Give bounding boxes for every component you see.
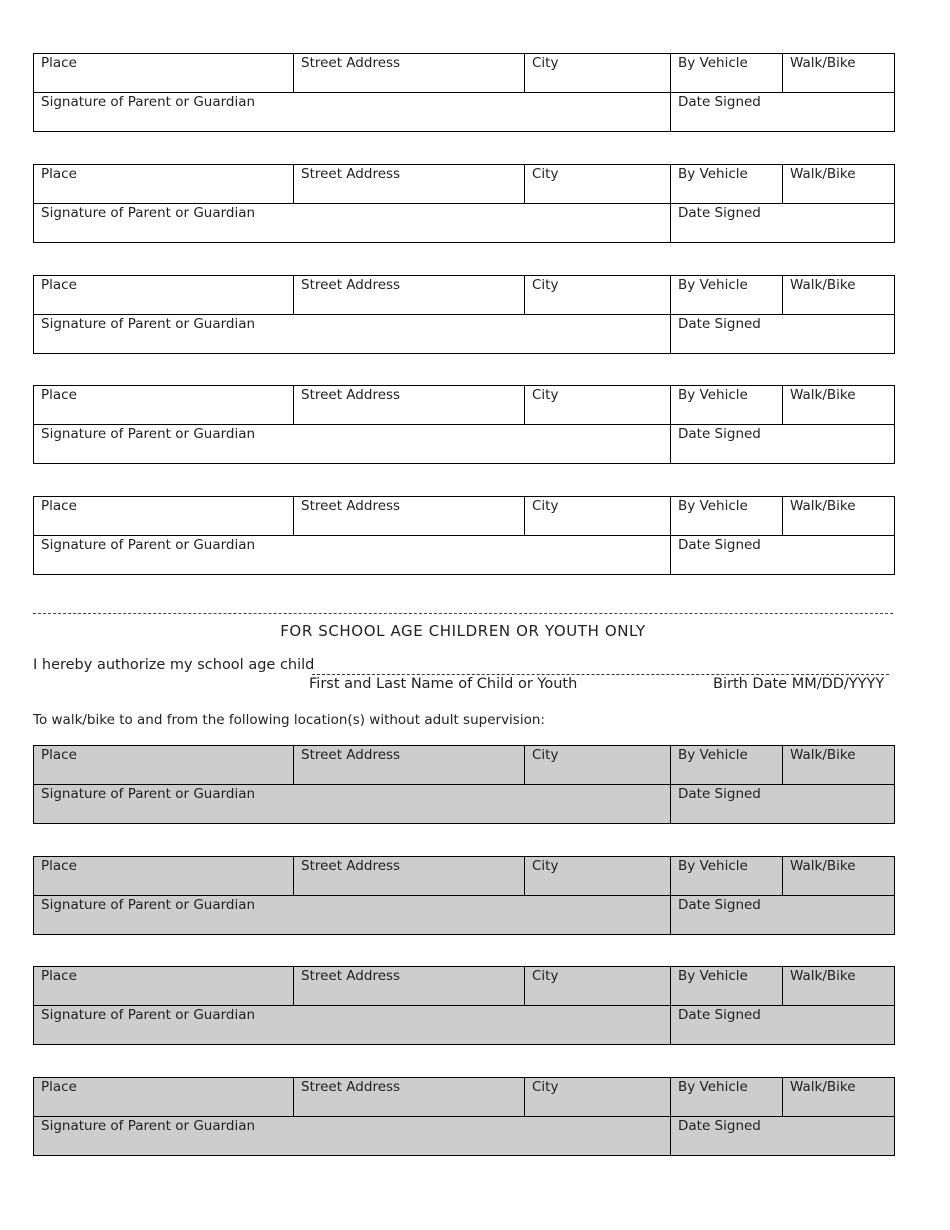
walk-bike-field[interactable]: Walk/Bike (790, 858, 856, 874)
date-signed-field[interactable]: Date Signed (678, 426, 761, 442)
by-vehicle-field[interactable]: By Vehicle (671, 276, 783, 314)
place-field[interactable]: Place (34, 165, 294, 203)
date-signed-field[interactable]: Date Signed (678, 537, 761, 553)
by-vehicle-field[interactable]: By Vehicle (671, 165, 783, 203)
date-signed-field[interactable]: Date Signed (678, 205, 761, 221)
walk-bike-field[interactable]: Walk/Bike (790, 55, 856, 71)
signature-field[interactable]: Signature of Parent or Guardian (34, 1006, 671, 1044)
birth-date-caption: Birth Date MM/DD/YYYY (713, 676, 885, 692)
city-field[interactable]: City (525, 386, 671, 424)
child-name-caption: First and Last Name of Child or Youth (309, 676, 578, 692)
signature-field[interactable]: Signature of Parent or Guardian (34, 315, 671, 353)
place-field[interactable]: Place (34, 967, 294, 1005)
location-entry-3 (33, 275, 895, 354)
city-field[interactable]: City (525, 1078, 671, 1116)
shaded-location-entry-3 (33, 966, 895, 1045)
place-field[interactable]: Place (34, 1078, 294, 1116)
location-entry-5 (33, 496, 895, 575)
city-field[interactable]: City (525, 165, 671, 203)
location-entry-4 (33, 385, 895, 464)
by-vehicle-field[interactable]: By Vehicle (671, 497, 783, 535)
city-field[interactable]: City (525, 967, 671, 1005)
location-entry-1 (33, 53, 895, 132)
date-signed-field[interactable]: Date Signed (678, 1007, 761, 1023)
city-field[interactable]: City (525, 497, 671, 535)
walk-bike-field[interactable]: Walk/Bike (790, 166, 856, 182)
location-entry-2 (33, 164, 895, 243)
date-signed-field[interactable]: Date Signed (678, 786, 761, 802)
signature-field[interactable]: Signature of Parent or Guardian (34, 204, 671, 242)
walk-bike-instruction: To walk/bike to and from the following location(s) without adult supervision: (33, 712, 545, 728)
place-field[interactable]: Place (34, 497, 294, 535)
walk-bike-field[interactable]: Walk/Bike (790, 1079, 856, 1095)
signature-field[interactable]: Signature of Parent or Guardian (34, 93, 671, 131)
place-field[interactable]: Place (34, 54, 294, 92)
by-vehicle-field[interactable]: By Vehicle (671, 1078, 783, 1116)
place-field[interactable]: Place (34, 276, 294, 314)
walk-bike-field[interactable]: Walk/Bike (790, 277, 856, 293)
child-name-birthdate-input-line[interactable] (312, 674, 889, 675)
shaded-location-entry-4 (33, 1077, 895, 1156)
by-vehicle-field[interactable]: By Vehicle (671, 967, 783, 1005)
place-field[interactable]: Place (34, 386, 294, 424)
street-address-field[interactable]: Street Address (294, 54, 525, 92)
by-vehicle-field[interactable]: By Vehicle (671, 746, 783, 784)
walk-bike-field[interactable]: Walk/Bike (790, 747, 856, 763)
date-signed-field[interactable]: Date Signed (678, 316, 761, 332)
shaded-location-entry-2 (33, 856, 895, 935)
city-field[interactable]: City (525, 746, 671, 784)
street-address-field[interactable]: Street Address (294, 746, 525, 784)
signature-field[interactable]: Signature of Parent or Guardian (34, 785, 671, 823)
street-address-field[interactable]: Street Address (294, 857, 525, 895)
street-address-field[interactable]: Street Address (294, 386, 525, 424)
street-address-field[interactable]: Street Address (294, 165, 525, 203)
signature-field[interactable]: Signature of Parent or Guardian (34, 536, 671, 574)
date-signed-field[interactable]: Date Signed (678, 1118, 761, 1134)
section-heading: FOR SCHOOL AGE CHILDREN OR YOUTH ONLY (280, 622, 646, 640)
date-signed-field[interactable]: Date Signed (678, 94, 761, 110)
shaded-location-entry-1 (33, 745, 895, 824)
signature-field[interactable]: Signature of Parent or Guardian (34, 1117, 671, 1155)
date-signed-field[interactable]: Date Signed (678, 897, 761, 913)
city-field[interactable]: City (525, 54, 671, 92)
signature-field[interactable]: Signature of Parent or Guardian (34, 896, 671, 934)
street-address-field[interactable]: Street Address (294, 967, 525, 1005)
street-address-field[interactable]: Street Address (294, 497, 525, 535)
place-field[interactable]: Place (34, 746, 294, 784)
walk-bike-field[interactable]: Walk/Bike (790, 498, 856, 514)
section-divider (33, 613, 893, 614)
by-vehicle-field[interactable]: By Vehicle (671, 386, 783, 424)
by-vehicle-field[interactable]: By Vehicle (671, 54, 783, 92)
authorization-statement: I hereby authorize my school age child (33, 657, 315, 673)
walk-bike-field[interactable]: Walk/Bike (790, 968, 856, 984)
by-vehicle-field[interactable]: By Vehicle (671, 857, 783, 895)
signature-field[interactable]: Signature of Parent or Guardian (34, 425, 671, 463)
street-address-field[interactable]: Street Address (294, 276, 525, 314)
place-field[interactable]: Place (34, 857, 294, 895)
walk-bike-field[interactable]: Walk/Bike (790, 387, 856, 403)
city-field[interactable]: City (525, 857, 671, 895)
city-field[interactable]: City (525, 276, 671, 314)
street-address-field[interactable]: Street Address (294, 1078, 525, 1116)
